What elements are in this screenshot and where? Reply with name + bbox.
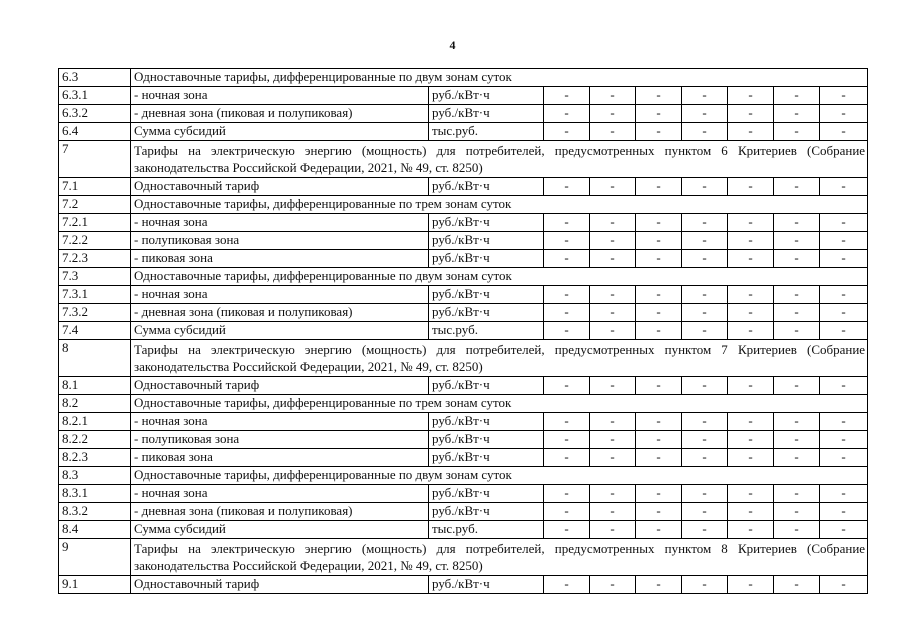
value-cell: - — [728, 413, 774, 431]
unit-cell: руб./кВт·ч — [429, 485, 544, 503]
value-cell: - — [544, 232, 590, 250]
value-cell: - — [820, 377, 868, 395]
value-cell: - — [682, 214, 728, 232]
row-number-cell: 9.1 — [59, 576, 131, 594]
row-number-cell: 8.2.2 — [59, 431, 131, 449]
row-label-cell: - ночная зона — [131, 485, 429, 503]
value-cell: - — [774, 449, 820, 467]
value-cell: - — [544, 377, 590, 395]
value-cell: - — [544, 178, 590, 196]
value-cell: - — [544, 250, 590, 268]
group-title-cell: Одноставочные тарифы, дифференцированные по трем зонам суток — [131, 196, 868, 214]
row-label-cell: - пиковая зона — [131, 449, 429, 467]
value-cell: - — [590, 105, 636, 123]
table-row — [59, 87, 868, 105]
value-cell: - — [728, 105, 774, 123]
value-cell: - — [682, 413, 728, 431]
value-cell: - — [544, 322, 590, 340]
value-cell: - — [728, 214, 774, 232]
value-cell: - — [774, 250, 820, 268]
row-number-cell: 8.1 — [59, 377, 131, 395]
value-cell: - — [774, 178, 820, 196]
row-number-cell: 7.3.2 — [59, 304, 131, 322]
unit-cell: руб./кВт·ч — [429, 377, 544, 395]
value-cell: - — [682, 377, 728, 395]
row-label-cell: - ночная зона — [131, 87, 429, 105]
value-cell: - — [820, 413, 868, 431]
value-cell: - — [636, 485, 682, 503]
value-cell: - — [636, 178, 682, 196]
value-cell: - — [820, 503, 868, 521]
table-row — [59, 232, 868, 250]
value-cell: - — [774, 503, 820, 521]
value-cell: - — [544, 431, 590, 449]
value-cell: - — [774, 413, 820, 431]
value-cell: - — [682, 576, 728, 594]
row-number-cell: 7.1 — [59, 178, 131, 196]
unit-cell: тыс.руб. — [429, 521, 544, 539]
value-cell: - — [636, 431, 682, 449]
value-cell: - — [728, 576, 774, 594]
row-number-cell: 7.3 — [59, 268, 131, 286]
value-cell: - — [682, 521, 728, 539]
value-cell: - — [728, 322, 774, 340]
unit-cell: руб./кВт·ч — [429, 232, 544, 250]
table-row — [59, 105, 868, 123]
value-cell: - — [820, 286, 868, 304]
row-label-cell: - ночная зона — [131, 286, 429, 304]
row-label-cell: - ночная зона — [131, 214, 429, 232]
value-cell: - — [590, 449, 636, 467]
value-cell: - — [728, 377, 774, 395]
value-cell: - — [682, 322, 728, 340]
row-number-cell: 8.2 — [59, 395, 131, 413]
row-label-cell: - дневная зона (пиковая и полупиковая) — [131, 503, 429, 521]
value-cell: - — [590, 232, 636, 250]
value-cell: - — [728, 503, 774, 521]
value-cell: - — [820, 214, 868, 232]
value-cell: - — [590, 214, 636, 232]
unit-cell: руб./кВт·ч — [429, 250, 544, 268]
value-cell: - — [820, 87, 868, 105]
value-cell: - — [774, 377, 820, 395]
value-cell: - — [682, 123, 728, 141]
value-cell: - — [820, 431, 868, 449]
unit-cell: руб./кВт·ч — [429, 431, 544, 449]
value-cell: - — [728, 178, 774, 196]
table-row — [59, 576, 868, 594]
value-cell: - — [820, 232, 868, 250]
row-number-cell: 7.3.1 — [59, 286, 131, 304]
row-label-cell: Одноставочный тариф — [131, 178, 429, 196]
table-row — [59, 69, 868, 87]
value-cell: - — [590, 322, 636, 340]
value-cell: - — [636, 214, 682, 232]
unit-cell: тыс.руб. — [429, 322, 544, 340]
unit-cell: руб./кВт·ч — [429, 87, 544, 105]
value-cell: - — [682, 503, 728, 521]
row-number-cell: 7.4 — [59, 322, 131, 340]
row-label-cell: - дневная зона (пиковая и полупиковая) — [131, 105, 429, 123]
value-cell: - — [728, 286, 774, 304]
value-cell: - — [590, 521, 636, 539]
value-cell: - — [544, 503, 590, 521]
value-cell: - — [820, 322, 868, 340]
value-cell: - — [682, 178, 728, 196]
row-label-cell: - ночная зона — [131, 413, 429, 431]
row-number-cell: 6.3 — [59, 69, 131, 87]
group-title-cell: Одноставочные тарифы, дифференцированные по двум зонам суток — [131, 467, 868, 485]
unit-cell: руб./кВт·ч — [429, 503, 544, 521]
page-number: 4 — [449, 38, 456, 52]
table-row — [59, 250, 868, 268]
value-cell: - — [636, 105, 682, 123]
row-number-cell: 7.2.2 — [59, 232, 131, 250]
unit-cell: руб./кВт·ч — [429, 576, 544, 594]
value-cell: - — [774, 431, 820, 449]
value-cell: - — [636, 413, 682, 431]
group-title-cell: Одноставочные тарифы, дифференцированные по трем зонам суток — [131, 395, 868, 413]
row-number-cell: 8 — [59, 340, 131, 377]
value-cell: - — [590, 413, 636, 431]
value-cell: - — [820, 449, 868, 467]
row-number-cell: 6.3.2 — [59, 105, 131, 123]
table-row — [59, 431, 868, 449]
value-cell: - — [682, 87, 728, 105]
section-title-cell: Тарифы на электрическую энергию (мощность) для потребителей, предусмотренных пунктом 8 Критериев (Собрание законодательства Российской Федерации, 2021, № 49, ст. 8250) — [131, 539, 868, 576]
value-cell: - — [774, 286, 820, 304]
row-number-cell: 7.2.1 — [59, 214, 131, 232]
row-number-cell: 8.3.2 — [59, 503, 131, 521]
row-label-cell: - полупиковая зона — [131, 431, 429, 449]
value-cell: - — [682, 304, 728, 322]
value-cell: - — [636, 503, 682, 521]
value-cell: - — [774, 521, 820, 539]
value-cell: - — [636, 576, 682, 594]
value-cell: - — [728, 232, 774, 250]
table-row — [59, 395, 868, 413]
table-row — [59, 377, 868, 395]
table-row — [59, 340, 868, 377]
table-row — [59, 196, 868, 214]
value-cell: - — [636, 87, 682, 105]
section-title-cell: Тарифы на электрическую энергию (мощность) для потребителей, предусмотренных пунктом 7 Критериев (Собрание законодательства Российской Федерации, 2021, № 49, ст. 8250) — [131, 340, 868, 377]
value-cell: - — [728, 431, 774, 449]
value-cell: - — [590, 576, 636, 594]
value-cell: - — [774, 485, 820, 503]
value-cell: - — [774, 232, 820, 250]
row-number-cell: 6.3.1 — [59, 87, 131, 105]
value-cell: - — [544, 304, 590, 322]
value-cell: - — [590, 250, 636, 268]
value-cell: - — [636, 304, 682, 322]
value-cell: - — [636, 123, 682, 141]
value-cell: - — [728, 87, 774, 105]
row-number-cell: 8.3.1 — [59, 485, 131, 503]
row-label-cell: Одноставочный тариф — [131, 576, 429, 594]
value-cell: - — [728, 250, 774, 268]
unit-cell: руб./кВт·ч — [429, 178, 544, 196]
value-cell: - — [774, 322, 820, 340]
value-cell: - — [820, 485, 868, 503]
table-row — [59, 268, 868, 286]
value-cell: - — [820, 576, 868, 594]
value-cell: - — [544, 449, 590, 467]
value-cell: - — [544, 214, 590, 232]
value-cell: - — [590, 304, 636, 322]
value-cell: - — [590, 123, 636, 141]
value-cell: - — [590, 377, 636, 395]
value-cell: - — [820, 250, 868, 268]
value-cell: - — [682, 449, 728, 467]
value-cell: - — [774, 214, 820, 232]
value-cell: - — [774, 123, 820, 141]
value-cell: - — [820, 521, 868, 539]
row-number-cell: 8.4 — [59, 521, 131, 539]
unit-cell: руб./кВт·ч — [429, 214, 544, 232]
value-cell: - — [774, 576, 820, 594]
value-cell: - — [682, 286, 728, 304]
value-cell: - — [544, 123, 590, 141]
value-cell: - — [544, 105, 590, 123]
row-label-cell: Сумма субсидий — [131, 123, 429, 141]
row-label-cell: - дневная зона (пиковая и полупиковая) — [131, 304, 429, 322]
table-row — [59, 503, 868, 521]
row-number-cell: 8.2.1 — [59, 413, 131, 431]
unit-cell: руб./кВт·ч — [429, 413, 544, 431]
value-cell: - — [728, 485, 774, 503]
value-cell: - — [728, 123, 774, 141]
value-cell: - — [590, 431, 636, 449]
table-row — [59, 178, 868, 196]
value-cell: - — [544, 286, 590, 304]
value-cell: - — [820, 304, 868, 322]
value-cell: - — [728, 304, 774, 322]
unit-cell: руб./кВт·ч — [429, 286, 544, 304]
value-cell: - — [636, 449, 682, 467]
value-cell: - — [820, 178, 868, 196]
table-row — [59, 413, 868, 431]
value-cell: - — [682, 250, 728, 268]
value-cell: - — [774, 105, 820, 123]
value-cell: - — [682, 431, 728, 449]
value-cell: - — [544, 521, 590, 539]
value-cell: - — [774, 304, 820, 322]
row-number-cell: 7.2.3 — [59, 250, 131, 268]
value-cell: - — [636, 286, 682, 304]
value-cell: - — [728, 449, 774, 467]
row-label-cell: - полупиковая зона — [131, 232, 429, 250]
value-cell: - — [590, 503, 636, 521]
table-row — [59, 286, 868, 304]
value-cell: - — [636, 521, 682, 539]
table-row — [59, 521, 868, 539]
value-cell: - — [820, 123, 868, 141]
table-row — [59, 449, 868, 467]
value-cell: - — [682, 105, 728, 123]
value-cell: - — [544, 413, 590, 431]
group-title-cell: Одноставочные тарифы, дифференцированные по двум зонам суток — [131, 69, 868, 87]
table-row — [59, 539, 868, 576]
section-title-cell: Тарифы на электрическую энергию (мощность) для потребителей, предусмотренных пунктом 6 Критериев (Собрание законодательства Российской Федерации, 2021, № 49, ст. 8250) — [131, 141, 868, 178]
unit-cell: руб./кВт·ч — [429, 449, 544, 467]
value-cell: - — [820, 105, 868, 123]
value-cell: - — [728, 521, 774, 539]
value-cell: - — [590, 485, 636, 503]
unit-cell: тыс.руб. — [429, 123, 544, 141]
value-cell: - — [774, 87, 820, 105]
table-row — [59, 304, 868, 322]
table-row — [59, 141, 868, 178]
row-label-cell: Сумма субсидий — [131, 322, 429, 340]
table-row — [59, 322, 868, 340]
value-cell: - — [590, 178, 636, 196]
row-label-cell: Сумма субсидий — [131, 521, 429, 539]
value-cell: - — [590, 87, 636, 105]
group-title-cell: Одноставочные тарифы, дифференцированные по двум зонам суток — [131, 268, 868, 286]
table-row — [59, 123, 868, 141]
table-row — [59, 467, 868, 485]
value-cell: - — [636, 250, 682, 268]
row-number-cell: 9 — [59, 539, 131, 576]
tariff-table — [58, 68, 868, 594]
unit-cell: руб./кВт·ч — [429, 105, 544, 123]
row-label-cell: Одноставочный тариф — [131, 377, 429, 395]
value-cell: - — [636, 232, 682, 250]
value-cell: - — [682, 232, 728, 250]
row-number-cell: 8.3 — [59, 467, 131, 485]
value-cell: - — [590, 286, 636, 304]
value-cell: - — [544, 87, 590, 105]
value-cell: - — [682, 485, 728, 503]
unit-cell: руб./кВт·ч — [429, 304, 544, 322]
row-number-cell: 7.2 — [59, 196, 131, 214]
row-number-cell: 6.4 — [59, 123, 131, 141]
row-number-cell: 8.2.3 — [59, 449, 131, 467]
value-cell: - — [544, 576, 590, 594]
table-row — [59, 214, 868, 232]
row-number-cell: 7 — [59, 141, 131, 178]
value-cell: - — [636, 322, 682, 340]
table-row — [59, 485, 868, 503]
value-cell: - — [636, 377, 682, 395]
value-cell: - — [544, 485, 590, 503]
row-label-cell: - пиковая зона — [131, 250, 429, 268]
